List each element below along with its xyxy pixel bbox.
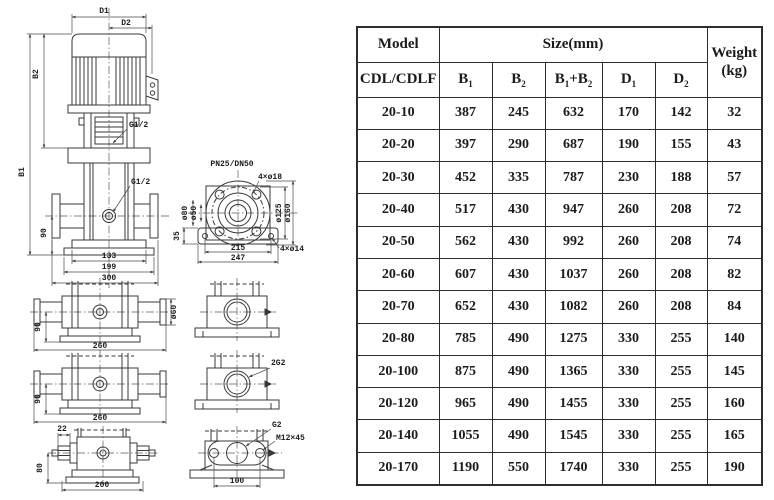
cell-b1b2: 1037 <box>545 258 602 290</box>
dim-label-b2: B2 <box>32 69 41 79</box>
cell-d1: 330 <box>602 323 655 355</box>
cell-weight: 190 <box>707 452 762 484</box>
cell-model: 20-40 <box>357 194 439 226</box>
header-col-d1: $D_1$ <box>602 62 655 97</box>
cell-weight: 160 <box>707 388 762 420</box>
table-row <box>357 452 762 484</box>
cell-d2: 208 <box>655 194 707 226</box>
cell-d2: 255 <box>655 355 707 387</box>
dim-label-4xd18: 4×ø18 <box>258 173 283 182</box>
header-model: Model <box>357 27 439 62</box>
cell-weight: 140 <box>707 323 762 355</box>
cell-model: 20-10 <box>357 97 439 129</box>
dim-label-215: 215 <box>230 244 246 253</box>
header-col-d2: $D_2$ <box>655 62 707 97</box>
dim-label-90-sv1: 90 <box>34 322 43 332</box>
base-hole <box>269 234 274 239</box>
size-table <box>356 26 763 486</box>
dim-label-90-sv2: 90 <box>34 394 43 404</box>
cell-b2: 430 <box>492 258 545 290</box>
port-label-g12-top: G1/2 <box>129 121 149 130</box>
cell-d1: 260 <box>602 258 655 290</box>
cell-b1: 652 <box>439 291 492 323</box>
header-weight-line1: Weight <box>711 44 758 61</box>
cell-d1: 260 <box>602 226 655 258</box>
cell-b2: 550 <box>492 452 545 484</box>
dim-label-d160: ø160 <box>284 203 293 223</box>
dim-label-35: 35 <box>173 231 182 241</box>
cell-d2: 208 <box>655 291 707 323</box>
dim-label-100: 100 <box>229 477 245 486</box>
cell-b1: 1190 <box>439 452 492 484</box>
cell-d1: 330 <box>602 388 655 420</box>
cell-b1: 452 <box>439 162 492 194</box>
cell-b1b2: 687 <box>545 129 602 161</box>
cell-b1: 607 <box>439 258 492 290</box>
cell-weight: 57 <box>707 162 762 194</box>
cell-model: 20-50 <box>357 226 439 258</box>
cell-b1b2: 1740 <box>545 452 602 484</box>
dim-label-d1: D1 <box>99 7 109 16</box>
cell-b2: 430 <box>492 291 545 323</box>
cell-b1: 517 <box>439 194 492 226</box>
centerlines <box>30 8 298 484</box>
table-row <box>357 194 762 226</box>
dim-label-b1: B1 <box>18 167 27 177</box>
cell-b2: 490 <box>492 388 545 420</box>
terminal-box <box>146 76 158 100</box>
cell-model: 20-80 <box>357 323 439 355</box>
cell-d2: 155 <box>655 129 707 161</box>
cell-b2: 490 <box>492 355 545 387</box>
size-table-container <box>356 26 763 486</box>
cell-d2: 208 <box>655 258 707 290</box>
cell-weight: 82 <box>707 258 762 290</box>
section-arrow <box>269 450 275 456</box>
header-col-b1b2: $B_1+B_2$ <box>545 62 602 97</box>
header-series: CDL/CDLF <box>357 62 439 97</box>
cell-b1: 387 <box>439 97 492 129</box>
cell-model: 20-120 <box>357 388 439 420</box>
cell-b1b2: 1455 <box>545 388 602 420</box>
dim-label-260-sv1: 260 <box>92 342 108 351</box>
dim-label-d80: ø80 <box>181 205 190 221</box>
dim-label-4xd14: 4×ø14 <box>280 245 305 254</box>
table-row <box>357 226 762 258</box>
dim-label-200: 200 <box>94 481 110 490</box>
dim-label-199: 199 <box>101 263 117 272</box>
pump-dimension-drawing <box>0 0 355 500</box>
table-row <box>357 97 762 129</box>
dim-label-300: 300 <box>101 274 117 283</box>
cell-b1: 965 <box>439 388 492 420</box>
cell-d2: 255 <box>655 420 707 452</box>
cell-b2: 490 <box>492 323 545 355</box>
cell-d2: 255 <box>655 388 707 420</box>
cell-weight: 43 <box>707 129 762 161</box>
dim-label-d60: ø60 <box>170 304 179 320</box>
cell-b1b2: 1365 <box>545 355 602 387</box>
cell-b1b2: 1082 <box>545 291 602 323</box>
dim-label-22: 22 <box>57 425 67 434</box>
header-col-b1: $B_1$ <box>439 62 492 97</box>
cell-b1: 875 <box>439 355 492 387</box>
drawing-labels <box>18 7 305 490</box>
cell-b2: 490 <box>492 420 545 452</box>
header-size: Size(mm) <box>439 27 707 62</box>
side-view-bottom <box>52 428 155 483</box>
cell-d2: 208 <box>655 226 707 258</box>
thread-label-g2: G2 <box>272 421 282 430</box>
table-row <box>357 323 762 355</box>
dimension-lines <box>27 14 296 492</box>
cell-b2: 430 <box>492 226 545 258</box>
cell-model: 20-60 <box>357 258 439 290</box>
dim-label-90: 90 <box>40 228 49 238</box>
cell-d1: 230 <box>602 162 655 194</box>
cell-b1: 562 <box>439 226 492 258</box>
cell-b1b2: 632 <box>545 97 602 129</box>
header-weight-line2: (kg) <box>721 63 748 80</box>
base-hole <box>203 234 208 239</box>
cell-weight: 72 <box>707 194 762 226</box>
dim-label-d2: D2 <box>121 19 131 28</box>
cell-d2: 188 <box>655 162 707 194</box>
table-row <box>357 258 762 290</box>
cell-weight: 145 <box>707 355 762 387</box>
cell-d1: 330 <box>602 420 655 452</box>
cell-d2: 142 <box>655 97 707 129</box>
cell-weight: 84 <box>707 291 762 323</box>
table-row <box>357 291 762 323</box>
cell-d2: 255 <box>655 323 707 355</box>
cell-d1: 330 <box>602 355 655 387</box>
table-row <box>357 355 762 387</box>
cell-d1: 170 <box>602 97 655 129</box>
cell-model: 20-20 <box>357 129 439 161</box>
header-col-b2: $B_2$ <box>492 62 545 97</box>
cell-b2: 290 <box>492 129 545 161</box>
section-arrow <box>265 381 271 387</box>
cell-b1b2: 1545 <box>545 420 602 452</box>
section-arrow <box>265 309 271 315</box>
cell-b1b2: 947 <box>545 194 602 226</box>
cell-d1: 190 <box>602 129 655 161</box>
table-row <box>357 388 762 420</box>
cell-b1: 1055 <box>439 420 492 452</box>
thread-label-2g2: 2G2 <box>271 359 286 368</box>
table-row <box>357 162 762 194</box>
cell-model: 20-140 <box>357 420 439 452</box>
dim-label-133: 133 <box>101 252 117 261</box>
table-row <box>357 129 762 161</box>
cell-b1b2: 992 <box>545 226 602 258</box>
size-table-body <box>357 97 762 485</box>
dim-label-260-sv2: 260 <box>92 414 108 423</box>
port-label-g12-side: G1/2 <box>131 178 151 187</box>
table-row <box>357 420 762 452</box>
flange-spec-label: PN25/DN50 <box>210 160 254 169</box>
cell-weight: 165 <box>707 420 762 452</box>
cell-b2: 335 <box>492 162 545 194</box>
cell-b1: 397 <box>439 129 492 161</box>
cell-weight: 32 <box>707 97 762 129</box>
cell-weight: 74 <box>707 226 762 258</box>
cell-model: 20-100 <box>357 355 439 387</box>
dim-label-80: 80 <box>36 463 45 473</box>
cell-b1b2: 1275 <box>545 323 602 355</box>
front-view <box>52 34 158 255</box>
header-weight <box>707 27 762 97</box>
bolt-hole <box>215 190 224 199</box>
cell-d1: 260 <box>602 194 655 226</box>
cell-b1: 785 <box>439 323 492 355</box>
bolt-label-m12x45: M12×45 <box>276 434 305 443</box>
cell-model: 20-70 <box>357 291 439 323</box>
cell-d1: 260 <box>602 291 655 323</box>
cell-b2: 430 <box>492 194 545 226</box>
cell-model: 20-170 <box>357 452 439 484</box>
dim-label-247: 247 <box>230 254 246 263</box>
cell-b1b2: 787 <box>545 162 602 194</box>
dim-label-d50: ø50 <box>190 205 199 221</box>
dim-label-d125: ø125 <box>275 203 284 223</box>
cell-d2: 255 <box>655 452 707 484</box>
cell-b2: 245 <box>492 97 545 129</box>
cell-model: 20-30 <box>357 162 439 194</box>
cell-d1: 330 <box>602 452 655 484</box>
